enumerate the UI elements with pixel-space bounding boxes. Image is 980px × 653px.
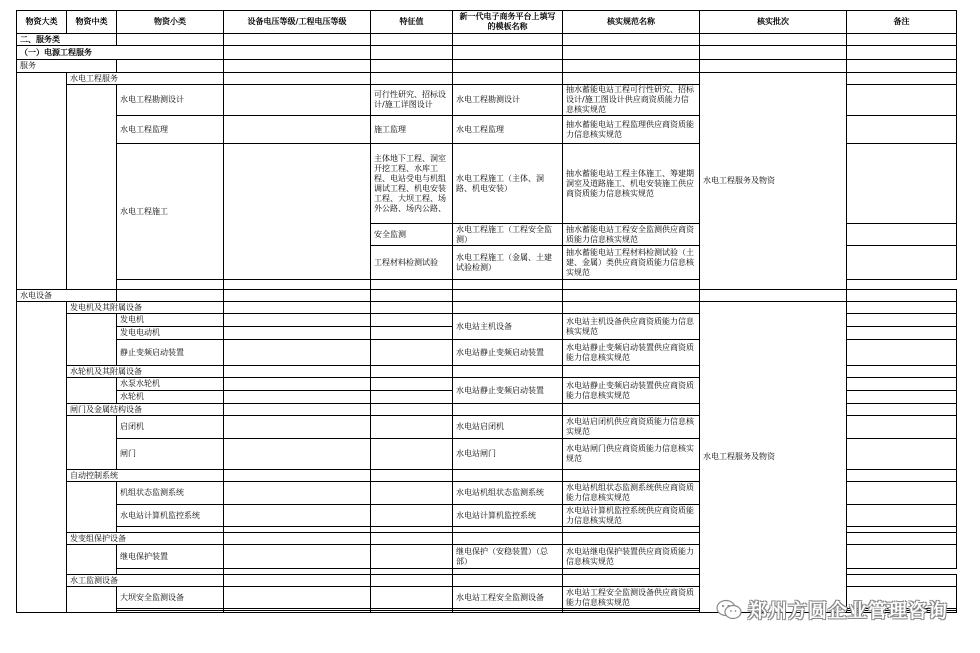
template-name: 水电站静止变频启动装置 [453,340,563,366]
spec-name: 抽水蓄能电站工程主体施工、筹建期洞室及道路施工、机电安装施工供应商资质能力信息核实规范 [563,144,700,224]
spec-name: 水电站工程安全监测设备供应商资质能力信息核实规范 [563,587,700,609]
template-name: 水电站机组状态监测系统 [453,482,563,505]
sub-category: 水轮机 [117,391,224,404]
mid-category: 闸门及金属结构设备 [67,404,224,416]
sub-category: 机组状态监测系统 [117,482,224,505]
section-service: 服务 [17,60,117,73]
sub-category: 继电保护装置 [117,545,224,569]
feature-value: 工程材料检测试验 [371,246,453,280]
spec-name: 抽水蓄能电站工程监理供应商资质能力信息核实规范 [563,116,700,144]
template-name: 继电保护（安稳装置）（总部） [453,545,563,569]
spec-name: 抽水蓄能电站工程可行性研究、招标设计/施工图设计供应商资质能力信息核实规范 [563,85,700,116]
spec-name: 水电站启闭机供应商资质能力信息核实规范 [563,416,700,439]
spec-name: 抽水蓄能电站工程材料检测试验（土建、金属）类供应商资质能力信息核实规范 [563,246,700,280]
sub-category: 发电电动机 [117,327,224,340]
template-name: 水电工程勘测设计 [453,85,563,116]
section-row [17,34,957,46]
section-hydro-equipment: 水电设备 [17,290,117,302]
sub-category: 水电工程勘测设计 [117,85,224,116]
header-row [17,11,957,34]
watermark [716,596,948,623]
spec-name: 水电站闸门供应商资质能力信息核实规范 [563,439,700,470]
sub-category: 水电工程施工 [117,144,224,280]
spec-name: 水电站主机设备供应商资质能力信息核实规范 [563,314,700,340]
spec-name: 水电站计算机监控系统供应商资质能力信息核实规范 [563,505,700,527]
header-voltage-level: 设备电压等级/工程电压等级 [224,11,371,34]
section-services: 二、服务类 [17,34,117,46]
spec-name: 水电站静止变频启动装置供应商资质能力信息核实规范 [563,378,700,404]
mid-category: 水轮机及其附属设备 [67,366,224,378]
mid-category: 发变组保护设备 [67,533,224,545]
section-row [17,290,957,302]
verification-spec-table [16,10,957,613]
spec-name: 水电站静止变频启动装置供应商资质能力信息核实规范 [563,340,700,366]
table-row [17,73,957,85]
table-row [17,302,957,314]
header-feature-value: 特征值 [371,11,453,34]
header-mid-category: 物资中类 [67,11,117,34]
template-name: 水电站静止变频启动装置 [453,378,563,404]
sub-category: 启闭机 [117,416,224,439]
sub-category: 闸门 [117,439,224,470]
sub-category: 大坝安全监测设备 [117,587,224,609]
feature-value: 主体地下工程、洞室开挖工程、水库工程、电站受电与机组调试工程、机电安装工程、大坝工程、场外公路、场内公路、 [371,144,453,224]
mid-category: 发电机及其附属设备 [67,302,224,314]
template-name: 水电工程施工（主体、洞路、机电安装） [453,144,563,224]
template-name: 水电站计算机监控系统 [453,505,563,527]
template-name: 水电站闸门 [453,439,563,470]
template-name: 水电工程施工（工程安全监测） [453,224,563,246]
header-template-name: 新一代电子商务平台上填写的模板名称 [453,11,563,34]
sub-category: 静止变频启动装置 [117,340,224,366]
spec-name: 水电站继电保护装置供应商资质能力信息核实规范 [563,545,700,569]
header-sub-category: 物资小类 [117,11,224,34]
wechat-icon [716,599,742,621]
template-name: 水电站主机设备 [453,314,563,340]
sub-category: 水电工程监理 [117,116,224,144]
template-name: 水电站启闭机 [453,416,563,439]
feature-value: 安全监测 [371,224,453,246]
section-row [17,60,957,73]
sub-category: 水泵水轮机 [117,378,224,391]
batch-cell: 水电工程服务及物资 [700,302,847,613]
section-row [17,46,957,60]
watermark-text: 郑州方圆企业管理咨询 [747,600,948,622]
feature-value: 施工监理 [371,116,453,144]
batch-cell: 水电工程服务及物资 [700,73,847,290]
section-power-services: （一）电源工程服务 [17,46,224,60]
template-name: 水电站工程安全监测设备 [453,587,563,609]
spec-name: 抽水蓄能电站工程安全监测供应商资质能力信息核实规范 [563,224,700,246]
header-spec-name: 核实规范名称 [563,11,700,34]
spec-name: 水电站机组状态监测系统供应商资质能力信息核实规范 [563,482,700,505]
template-name: 水电工程施工（金属、土建试验检测） [453,246,563,280]
header-category: 物资大类 [17,11,67,34]
mid-category: 自动控制系统 [67,470,224,482]
sub-category: 水电站计算机监控系统 [117,505,224,527]
sub-category: 发电机 [117,314,224,327]
header-remarks: 备注 [847,11,957,34]
mid-category: 水工监测设备 [67,575,224,587]
header-batch: 核实批次 [700,11,847,34]
feature-value: 可行性研究、招标设计/施工详图设计 [371,85,453,116]
template-name: 水电工程监理 [453,116,563,144]
mid-category: 水电工程服务 [67,73,224,85]
